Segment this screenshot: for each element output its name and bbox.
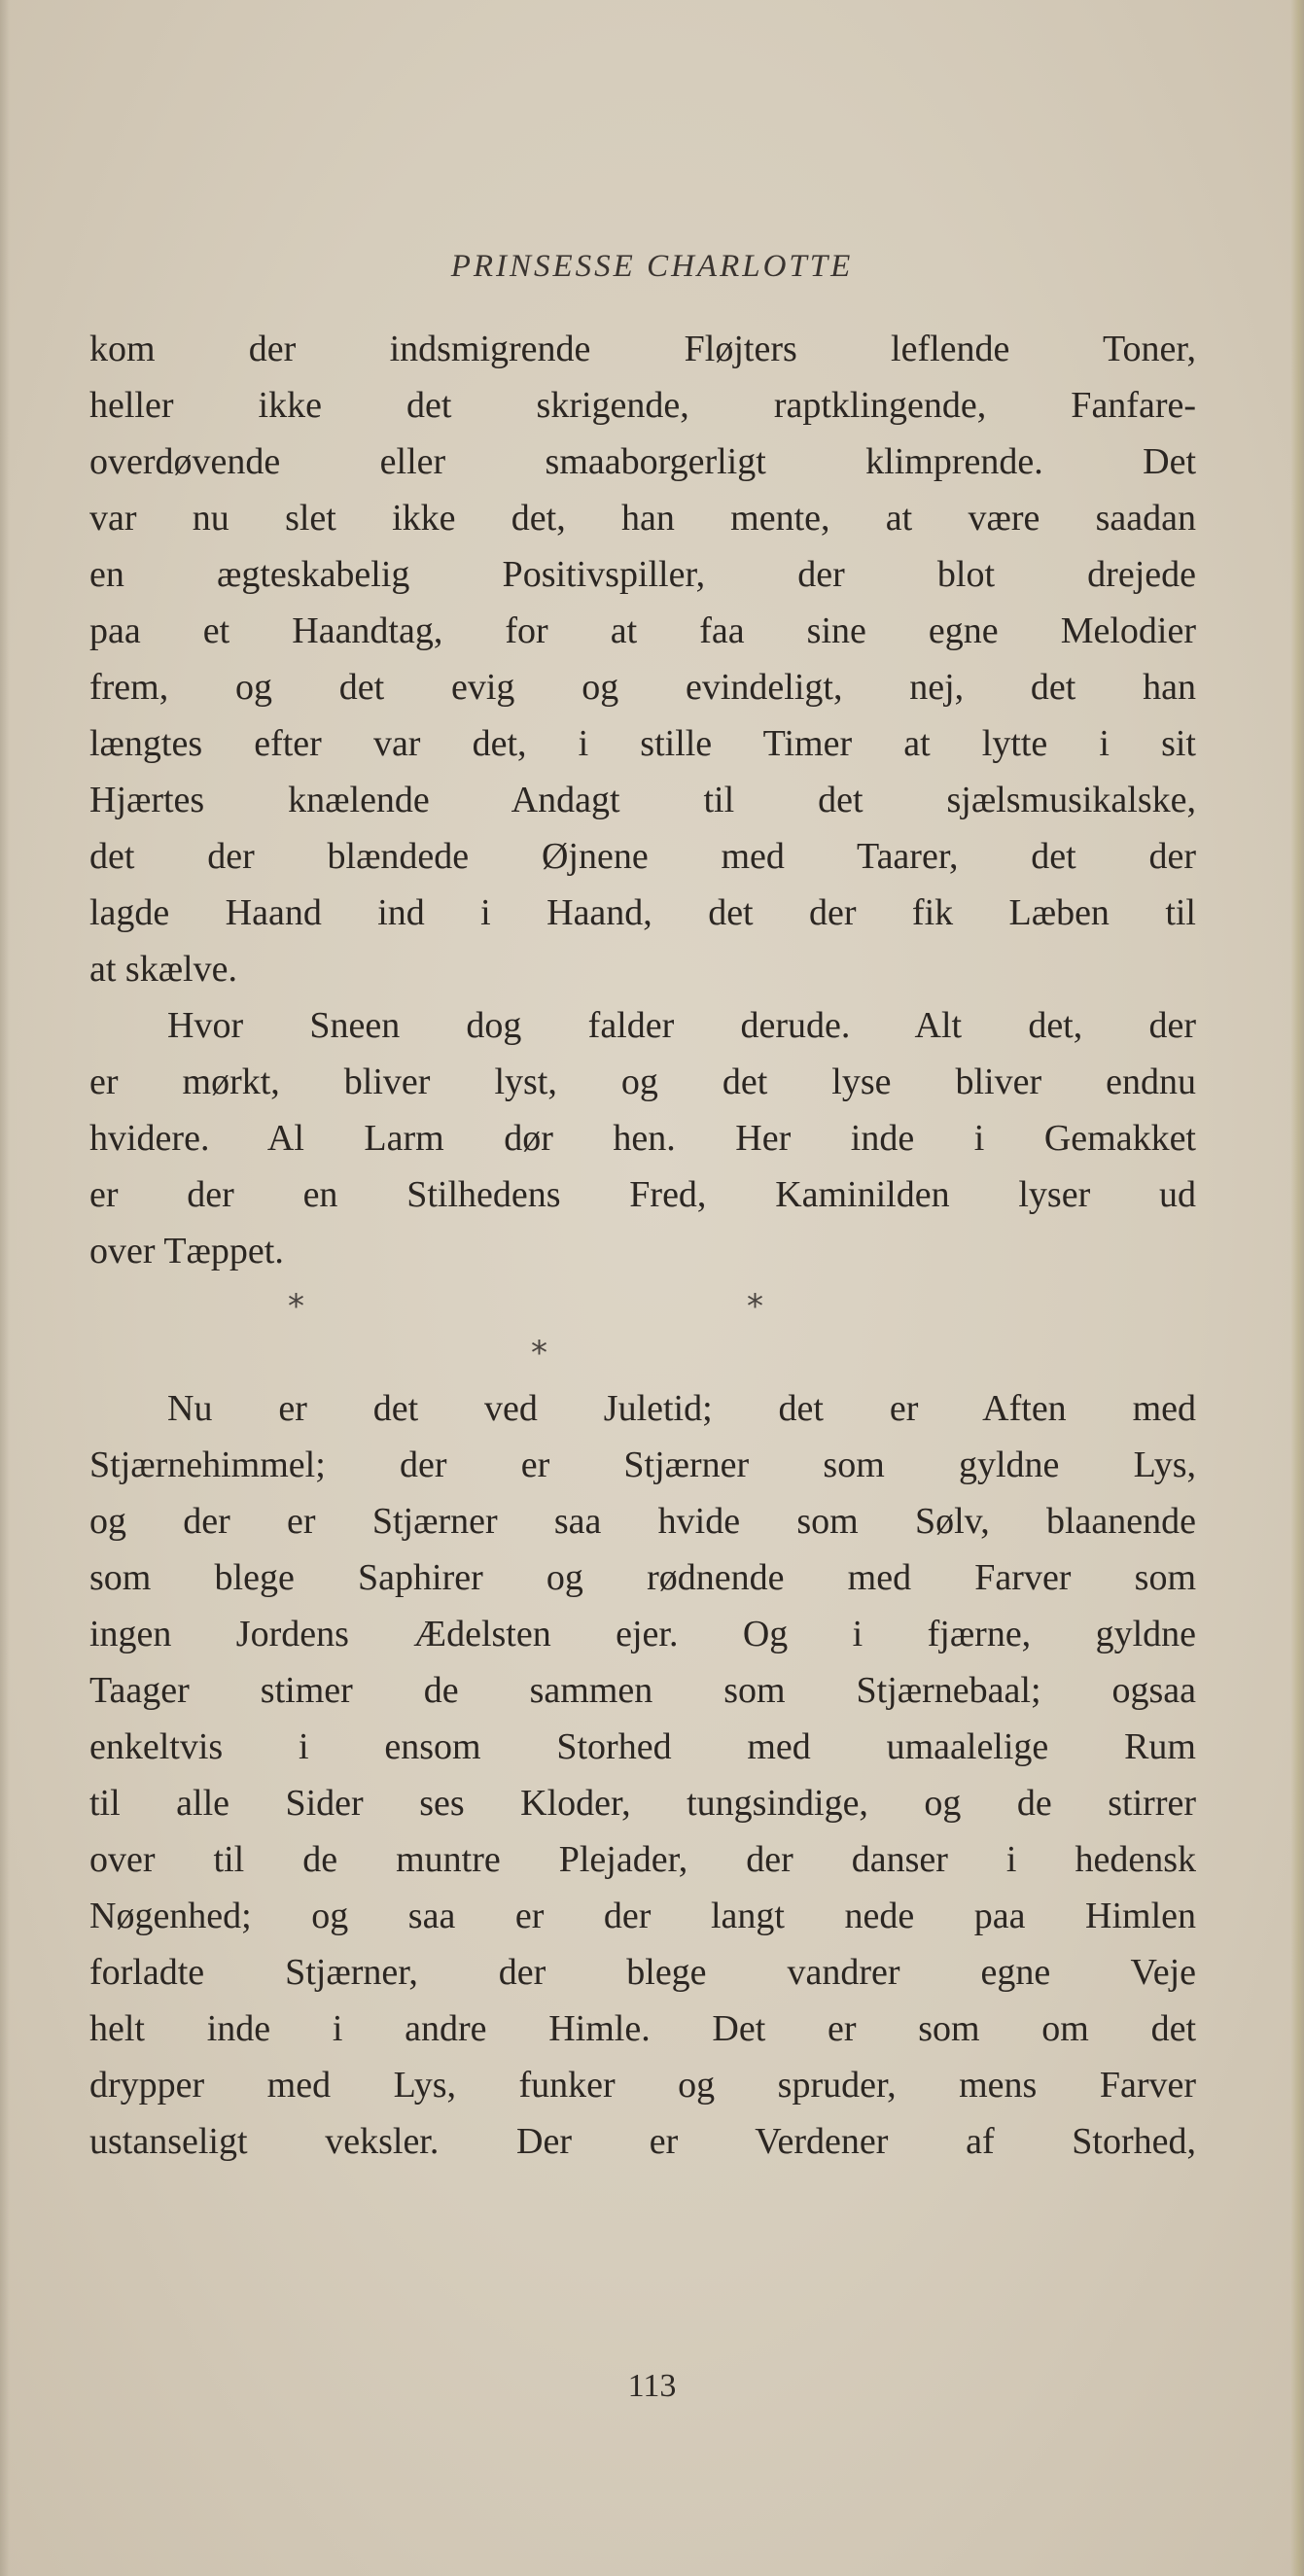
text-line: som blege Saphirer og rødnende med Farver som: [89, 1557, 1196, 1598]
text-line: er mørkt, bliver lyst, og det lyse bliver endnu: [89, 1062, 1196, 1102]
text-block-bottom: [89, 1380, 1196, 2170]
text-line: og der er Stjærner saa hvide som Sølv, blaanende: [89, 1501, 1196, 1542]
text-line: kom der indsmigrende Fløjters leflende Toner,: [89, 329, 1196, 369]
text-line: ingen Jordens Ædelsten ejer. Og i fjærne, gyldne: [89, 1614, 1196, 1654]
text-line: en ægteskabelig Positivspiller, der blot drejede: [89, 554, 1196, 595]
text-line: frem, og det evig og evindeligt, nej, det han: [89, 667, 1196, 708]
page-number: 113: [627, 2368, 677, 2404]
text-line: helt inde i andre Himle. Det er som om det: [89, 2008, 1196, 2049]
text-line: over til de muntre Plejader, der danser i hedensk: [89, 1839, 1196, 1880]
text-line: det der blændede Øjnene med Taarer, det der: [89, 836, 1196, 877]
text-line: Hvor Sneen dog falder derude. Alt det, der: [167, 1005, 1196, 1046]
text-line: forladte Stjærner, der blege vandrer egne Veje: [89, 1952, 1196, 1993]
text-line: drypper med Lys, funker og spruder, mens Farver: [89, 2065, 1196, 2106]
text-line: lagde Haand ind i Haand, det der fik Læben til: [89, 892, 1196, 933]
text-line: Hjærtes knælende Andagt til det sjælsmusikalske,: [89, 780, 1196, 820]
section-break-asterisks: [0, 1283, 1304, 1390]
text-line: enkeltvis i ensom Storhed med umaalelige Rum: [89, 1726, 1196, 1767]
text-line: ustanseligt veksler. Der er Verdener af Storhed,: [89, 2121, 1196, 2162]
text-line: overdøvende eller smaaborgerligt klimprende. Det: [89, 441, 1196, 482]
text-line: Taager stimer de sammen som Stjærnebaal; ogsaa: [89, 1670, 1196, 1711]
paragraph-3: [89, 1380, 1196, 2170]
paragraph-2: [89, 997, 1196, 1279]
text-line: over Tæppet.: [89, 1231, 284, 1271]
text-block-top: [89, 321, 1196, 1279]
asterisk-right: *: [747, 1287, 763, 1326]
text-line: var nu slet ikke det, han mente, at være saadan: [89, 498, 1196, 539]
running-head: PRINSESSE CHARLOTTE: [450, 249, 854, 284]
paragraph-1: [89, 321, 1196, 997]
text-line: at skælve.: [89, 949, 237, 990]
text-line: til alle Sider ses Kloder, tungsindige, og de stirrer: [89, 1783, 1196, 1824]
text-line: hvidere. Al Larm dør hen. Her inde i Gemakket: [89, 1118, 1196, 1159]
text-line: er der en Stilhedens Fred, Kaminilden lyser ud: [89, 1174, 1196, 1215]
text-line: Stjærnehimmel; der er Stjærner som gyldne Lys,: [89, 1445, 1196, 1485]
text-line: heller ikke det skrigende, raptklingende, Fanfare-: [89, 385, 1196, 426]
text-line: Nøgenhed; og saa er der langt nede paa Himlen: [89, 1896, 1196, 1936]
text-line: paa et Haandtag, for at faa sine egne Melodier: [89, 610, 1196, 651]
asterisk-left: *: [288, 1287, 304, 1326]
text-line: Nu er det ved Juletid; det er Aften med: [167, 1388, 1196, 1429]
asterisk-middle: *: [531, 1334, 547, 1373]
text-line: længtes efter var det, i stille Timer at lytte i sit: [89, 723, 1196, 764]
